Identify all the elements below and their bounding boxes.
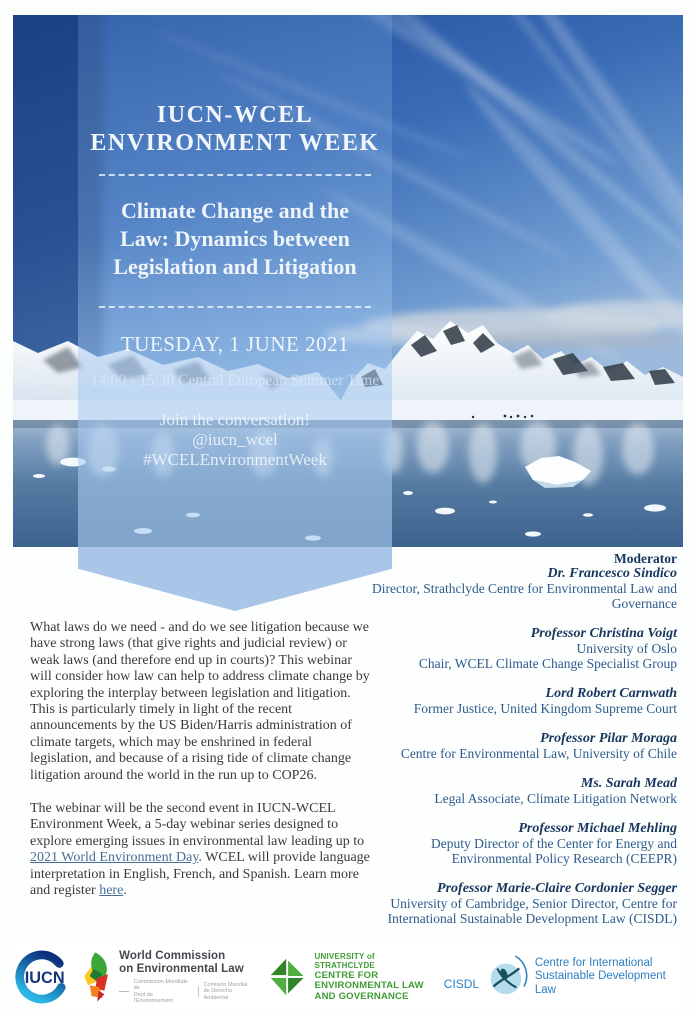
event-date: TUESDAY, 1 JUNE 2021: [120, 332, 350, 356]
paragraph-text: . WCEL will provide language interpretation in English, French, and Spanish. Learn more and register: [30, 850, 370, 899]
speaker-affiliation: Director, Strathclyde Centre for Environmental Law and Governance: [372, 581, 677, 611]
social-callout: [78, 410, 392, 470]
speaker-role: Moderator: [614, 551, 677, 566]
divider: [198, 986, 199, 997]
iucn-wcel-logo-group: [13, 947, 255, 1007]
speaker-block: [356, 881, 677, 926]
wcel-org-line1: World Commission: [119, 949, 226, 962]
strathclyde-name: [315, 952, 433, 1003]
speaker-name: Lord Robert Carnwath: [545, 686, 677, 701]
event-hashtag: #WCELEnvironmentWeek: [143, 450, 327, 469]
speaker-name: Dr. Francesco Sindico: [547, 566, 677, 581]
speaker-block: [356, 626, 677, 671]
paragraph-text: The webinar will be the second event in IUCN-WCEL Environment Week, a 5-day webinar series designed to explore emerging issues in environmental law leading up to: [30, 801, 365, 849]
strathclyde-university: UNIVERSITY of STRATHCLYDE: [314, 951, 375, 970]
title-line-1: IUCN-WCEL: [156, 102, 314, 128]
description-column: [30, 620, 370, 917]
speaker-affiliation: University of Cambridge, Senior Director, Centre for International Sustainable Development Law (CISDL): [387, 896, 677, 926]
wcel-spanish-line2: de Derecho Ambiental: [203, 988, 232, 1001]
wcel-french-line2: Droit de l'Environnement: [133, 991, 173, 1004]
footer-logos: [13, 942, 683, 1012]
cisdl-name-line2: Sustainable Development Law: [534, 970, 666, 996]
speaker-block: [356, 776, 677, 806]
strathclyde-logo: [266, 955, 308, 999]
speaker-block: [356, 686, 677, 716]
divider: [119, 991, 129, 992]
world-environment-day-link[interactable]: 2021 World Environment Day: [30, 850, 199, 866]
strathclyde-centre-line2: ENVIRONMENTAL LAW: [314, 980, 424, 992]
speaker-name: Professor Pilar Moraga: [540, 731, 677, 746]
speaker-name: Professor Marie-Claire Cordonier Segger: [437, 881, 677, 896]
join-text: Join the conversation!: [159, 410, 311, 429]
cisdl-acronym: CISDL: [443, 977, 480, 991]
cisdl-name: [535, 957, 683, 998]
wcel-leaf-icon: [77, 949, 113, 1005]
wcel-org-line2: on Environmental Law: [119, 962, 244, 975]
wcel-spanish-line1: Comisión Mundial: [203, 981, 248, 988]
speaker-affiliation: Deputy Director of the Center for Energy and Environmental Policy Research (CEEPR): [430, 836, 677, 866]
strathclyde-logo-group: [266, 952, 433, 1003]
iucn-acronym: IUCN: [24, 968, 65, 987]
register-here-link[interactable]: here: [99, 883, 124, 899]
wcel-french-line1: Commission Mondiale de: [133, 978, 188, 991]
paragraph-text: .: [123, 883, 127, 899]
event-series-title: [78, 101, 392, 157]
speaker-affiliation: University of Oslo: [576, 641, 677, 656]
chevron-ribbon: [78, 547, 392, 611]
speaker-affiliation: Former Justice, United Kingdom Supreme Court: [413, 701, 677, 716]
speaker-block: [356, 731, 677, 761]
speaker-name: Ms. Sarah Mead: [580, 776, 677, 791]
speaker-affiliation: Chair, WCEL Climate Change Specialist Group: [418, 656, 677, 671]
dashed-divider: [99, 306, 371, 308]
speaker-name: Professor Michael Mehling: [518, 821, 677, 836]
strathclyde-centre-line1: CENTRE FOR: [314, 969, 379, 981]
description-paragraph-1: What laws do we need - and do we see litigation because we have strong laws (that give rights and judicial review) or weak laws (and therefore end up in courts)? This webinar will consider how law can help to address climate change by exploring the interplay between legislation and litigation. This is particularly timely in light of the recent announcements by the US Biden/Harris administration of climate targets, which may be enshrined in federal legislation, and because of a rising tide of climate change litigation around the world in the run up to COP26.: [30, 620, 370, 783]
iucn-logo: [13, 947, 71, 1007]
speaker-affiliation: Centre for Environmental Law, University of Chile: [400, 746, 677, 761]
title-line-2: ENVIRONMENT WEEK: [90, 130, 380, 156]
strathclyde-centre-line3: AND GOVERNANCE: [314, 990, 409, 1002]
speaker-block: [356, 551, 677, 611]
wcel-translations: [119, 979, 255, 1005]
cisdl-name-line1: Centre for International: [534, 956, 653, 969]
banner-panel: [78, 15, 392, 547]
speaker-block: [356, 821, 677, 866]
dashed-divider: [99, 174, 371, 176]
speaker-name: Professor Christina Voigt: [530, 626, 677, 641]
speaker-affiliation: Legal Associate, Climate Litigation Network: [434, 791, 677, 806]
cisdl-logo-group: [444, 949, 683, 1005]
cisdl-logo: [483, 949, 531, 1005]
event-time: 14:00 - 15:30 Central European Summer Time: [90, 372, 380, 389]
webinar-title: Climate Change and the Law: Dynamics between Legislation and Litigation: [113, 198, 357, 279]
twitter-handle: @iucn_wcel: [192, 430, 278, 449]
speakers-column: [356, 551, 677, 941]
description-paragraph-2: [30, 801, 370, 899]
wcel-org-name: [119, 950, 255, 1005]
